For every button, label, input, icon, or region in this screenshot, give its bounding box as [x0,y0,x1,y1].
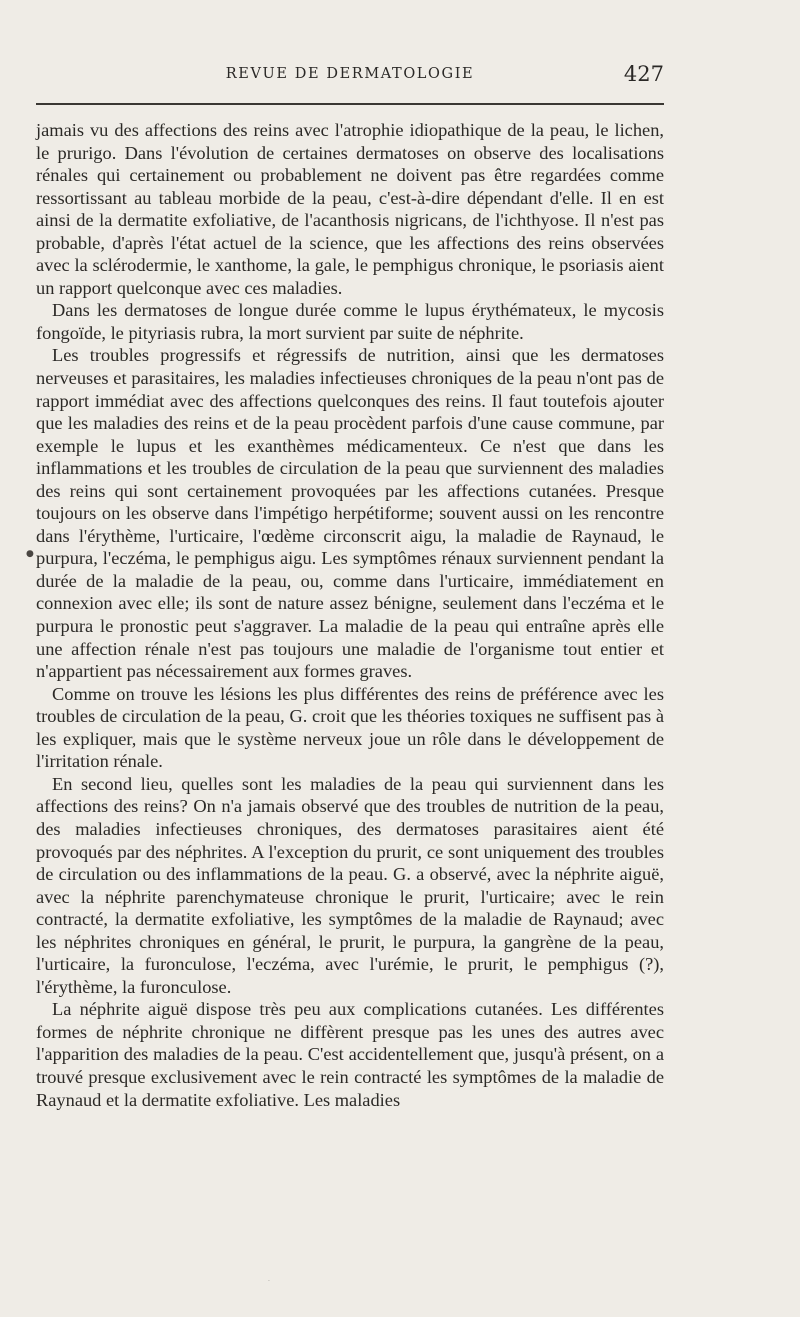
paragraph: En second lieu, quelles sont les maladies de la peau qui surviennent dans les affections des reins? On n'a jamais observé que des troubles de nutrition de la peau, des maladies infectieuses chroniques, des dermatoses parasitaires aient été provoqués par des néphrites. A l'exception du prurit, ce sont uniquement des troubles de circulation ou des inflammations de la peau. G. a observé, avec la néphrite aiguë, avec la néphrite parenchymateuse chronique le prurit, l'urticaire; avec le rein contracté, la dermatite exfoliative, les symptômes de la maladie de Raynaud; avec les néphrites chroniques en général, le prurit, le purpura, la gangrène de la peau, l'urticaire, la furonculose, l'eczéma, avec l'urémie, le prurit, le pemphigus (?), l'érythème, la furonculose. [36,773,664,997]
paragraph: Les troubles progressifs et régressifs de nutrition, ainsi que les dermatoses nerveuses et parasitaires, les maladies infectieuses chroniques de la peau n'ont pas de rapport immédiat avec des affections quelconques des reins. Il faut toutefois ajouter que les maladies des reins et de la peau procèdent parfois d'une cause commune, par exemple le lupus et les exanthèmes médicamenteux. Ce n'est que dans les inflammations et les troubles de circulation de la peau que surviennent des maladies des reins qui sont certainement provoquées par les affections cutanées. Presque toujours on les observe dans l'impétigo herpétiforme; souvent aussi on les rencontre dans l'érythème, l'urticaire, l'œdème circonscrit aigu, la maladie de Raynaud, le purpura, l'eczéma, le pemphigus aigu. Les symptômes rénaux surviennent pendant la durée de la maladie de la peau, ou, comme dans l'urticaire, immédiatement en connexion avec elle; ils sont de nature assez bénigne, seulement dans l'eczéma et le purpura le pronostic peut s'aggraver. La maladie de la peau qui entraîne après elle une affection rénale n'est pas toujours une maladie de l'organisme tout entier et n'appartient pas nécessairement aux formes graves. [36,345,664,682]
paragraph: La néphrite aiguë dispose très peu aux complications cutanées. Les différentes formes de néphrite chronique ne diffèrent presque pas les unes des autres avec l'apparition des maladies de la peau. C'est accidentellement que, jusqu'à présent, on a trouvé presque exclusivement avec le rein contracté les symptômes de la maladie de Raynaud et la dermatite exfoliative. Les maladies [36,999,664,1110]
header-rule [36,103,664,105]
paper-speck-mark: · [268,1278,270,1285]
paragraph: Comme on trouve les lésions les plus différentes des reins de préférence avec les troubles de circulation de la peau, G. croit que les théories toxiques ne suffisent pas à les expliquer, mais que le système nerveux joue un rôle dans le développement de l'irritation rénale. [36,683,664,772]
body-text [36,119,664,1111]
page-number: 427 [623,62,664,86]
margin-dot-mark: ● [26,549,34,559]
paragraph: jamais vu des affections des reins avec l'atrophie idiopathique de la peau, le lichen, le prurigo. Dans l'évolution de certaines dermatoses on observe des localisations rénales qui certainement ou probablement ne doivent pas être regardées comme ressortissant au tableau morbide de la peau, c'est-à-dire dépendant d'elle. Il en est ainsi de la dermatite exfoliative, de l'acanthosis nigricans, de l'ichthyose. Il n'est pas probable, d'après l'état actuel de la science, que les affections des reins observées avec la sclérodermie, le xanthome, la gale, le pemphigus chronique, le psoriasis aient un rapport quelconque avec ces maladies. [36,120,664,298]
page-header [36,62,664,96]
paragraph: Dans les dermatoses de longue durée comme le lupus érythémateux, le mycosis fongoïde, le pityriasis rubra, la mort survient par suite de néphrite. [36,300,664,343]
running-title: REVUE DE DERMATOLOGIE [225,66,475,82]
